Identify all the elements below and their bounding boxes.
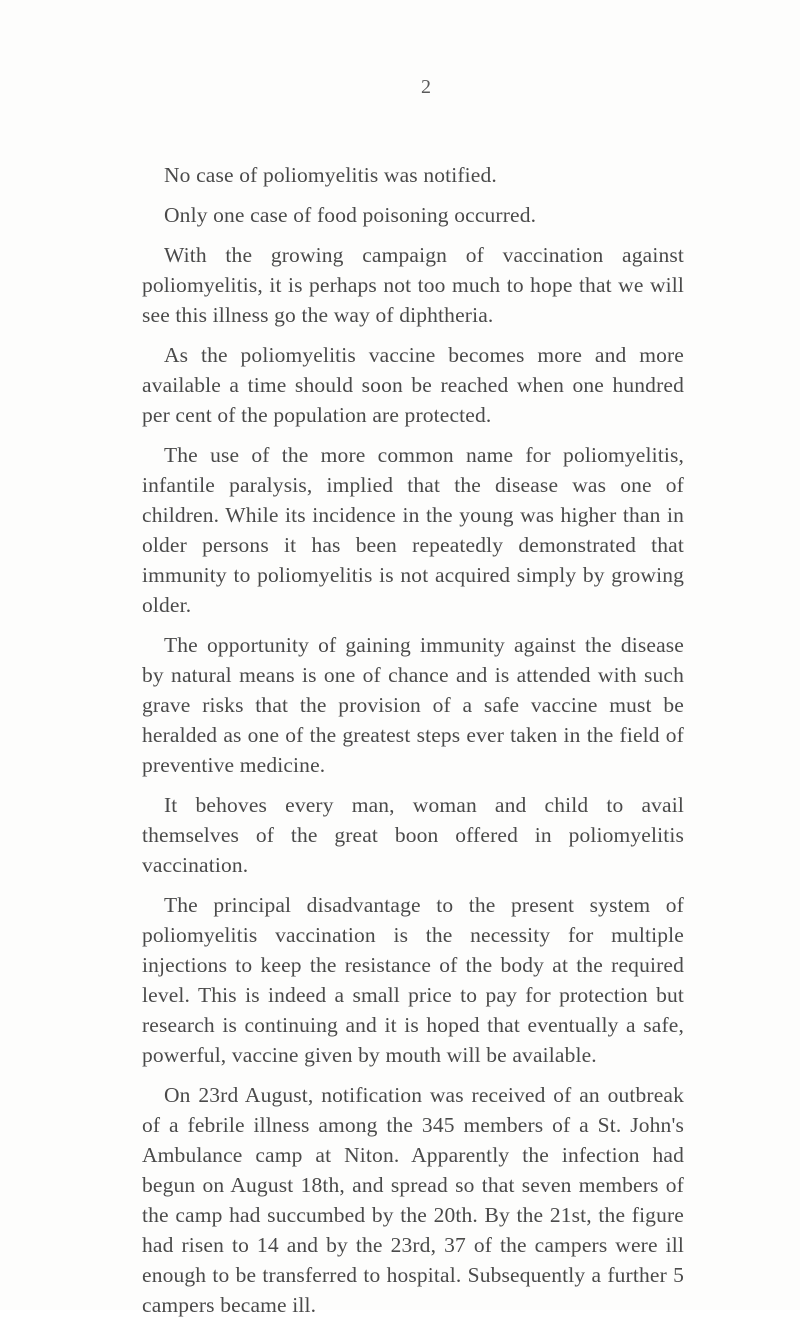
page-number: 2	[421, 76, 431, 98]
paragraph-vaccine-availability: As the poliomyelitis vaccine becomes more and more available a time should soon be reached when one hundred per cent of the population are protected.	[142, 343, 684, 427]
paragraph-polio-notified: No case of poliomyelitis was notified.	[164, 163, 497, 187]
paragraph-infantile-paralysis: The use of the more common name for poliomyelitis, infantile paralysis, implied that the disease was one of children. While its incidence in the young was higher than in older persons it has been repeatedly demonstrated that immunity to poliomyelitis is not acquired simply by growing older.	[142, 443, 684, 617]
paragraph-behoves-every-man: It behoves every man, woman and child to avail themselves of the great boon offered in poliomyelitis vaccination.	[142, 793, 684, 877]
paragraph-food-poisoning: Only one case of food poisoning occurred.	[164, 203, 537, 227]
paragraph-vaccination-campaign: With the growing campaign of vaccination against poliomyelitis, it is perhaps not too much to hope that we will see this illness go the way of diphtheria.	[142, 243, 684, 327]
paragraph-natural-immunity: The opportunity of gaining immunity against the disease by natural means is one of chance and is attended with such grave risks that the provision of a safe vaccine must be heralded as one of the greatest steps ever taken in the field of preventive medicine.	[142, 633, 684, 777]
body-text	[142, 160, 684, 1330]
paragraph-outbreak-niton: On 23rd August, notification was received of an outbreak of a febrile illness among the 345 members of a St. John's Ambulance camp at Niton. Apparently the infection had begun on August 18th, and spread so that seven members of the camp had succumbed by the 20th. By the 21st, the figure had risen to 14 and by the 23rd, 37 of the campers were ill enough to be transferred to hospital. Subsequently a further 5 campers became ill.	[142, 1083, 684, 1317]
paragraph-principal-disadvantage: The principal disadvantage to the present system of poliomyelitis vaccination is the necessity for multiple injections to keep the resistance of the body at the required level. This is indeed a small price to pay for protection but research is continuing and it is hoped that eventually a safe, powerful, vaccine given by mouth will be available.	[142, 893, 684, 1067]
